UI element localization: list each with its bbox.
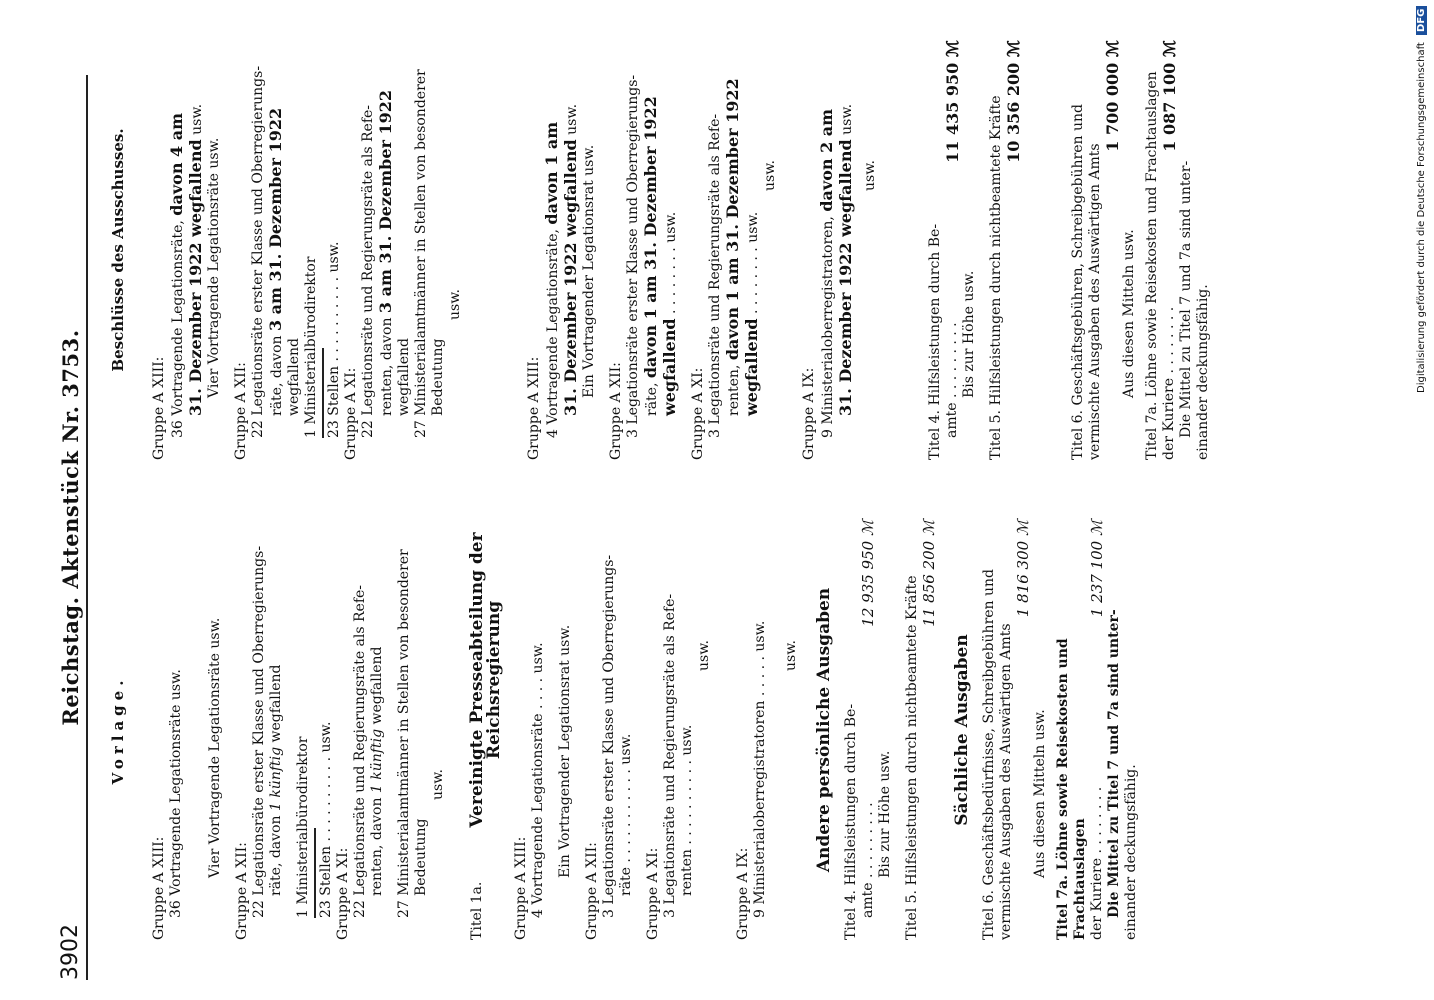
t5-amount: 11 856 200 ℳ <box>920 520 938 627</box>
r-t6-line2: vermischte Ausgaben des Auswärtigen Amts <box>1087 143 1103 460</box>
column-vorlage <box>110 520 1140 940</box>
presse-heading: Vereinigte Presseabteilung der Reichsregierung <box>467 532 504 828</box>
r-t5-amount: 10 356 200 ℳ <box>1004 40 1023 163</box>
t7-amount: 1 237 100 ℳ <box>1088 520 1106 618</box>
mb-line: 1 Ministerialbürodirektor <box>295 736 311 918</box>
t7-line3: Die Mittel zu Titel 7 und 7a sind unter- <box>1106 609 1122 918</box>
r-t7-line3: Die Mittel zu Titel 7 und 7a sind unter- <box>1178 160 1194 438</box>
r-group-a13: Gruppe A XIII: <box>151 356 167 460</box>
p-group-a12: Gruppe A XII: <box>584 842 600 940</box>
r-p-group-a13: Gruppe A XIII: <box>526 356 542 460</box>
a12-line1: 22 Legationsräte erster Klasse und Oberregierungs- <box>251 545 267 918</box>
r-a13-line1: 36 Vortragende Legationsräte, davon 4 am <box>167 112 186 438</box>
r-a12-line2: räte, davon 3 am 31. Dezember 1922 <box>266 107 285 416</box>
r-p-a12-line1: 3 Legationsräte erster Klasse und Oberregierungs- <box>625 74 641 438</box>
r-mb-line: 1 Ministerialbürodirektor <box>303 256 319 438</box>
a11-line2: renten, davon 1 künftig wegfallend <box>369 646 385 896</box>
r-group-a12: Gruppe A XII: <box>233 362 249 460</box>
beschluesse-heading: Beschlüsse des Ausschusses. <box>109 128 127 372</box>
r-p-usw: usw. <box>762 160 778 191</box>
t6-line2: vermischte Ausgaben des Auswärtigen Amts <box>998 623 1014 940</box>
group-a11: Gruppe A XI: <box>335 847 351 940</box>
r-p-a9-line2: 31. Dezember 1922 wegfallend usw. <box>836 103 855 416</box>
page-title: Reichstag. Aktenstück Nr. 3753. <box>58 329 83 726</box>
r-ma-line2: Bedeutung <box>430 338 446 416</box>
r-a11-line3: wegfallend <box>396 338 412 416</box>
group-a13: Gruppe A XIII: <box>151 836 167 940</box>
header-rule <box>86 75 88 980</box>
stellen-line: 23 Stellen . . . . . . . . . . usw. <box>318 721 334 918</box>
t6-line1: Titel 6. Geschäftsbedürfnisse, Schreibgebühren und <box>981 568 997 940</box>
r-t7-row <box>1161 40 1178 460</box>
a12-line2: räte, davon 1 künftig wegfallend <box>268 664 284 896</box>
p-a12-line2: räte . . . . . . . . . . . usw. <box>618 733 634 896</box>
t6-sub: Aus diesen Mitteln usw. <box>1032 709 1048 878</box>
r-a11-line2: renten, davon 3 am 31. Dezember 1922 <box>376 89 395 416</box>
p-a9-line: 9 Ministerialoberregistratoren . . . . . usw. <box>752 620 768 918</box>
r-usw-line: usw. <box>447 289 463 320</box>
sum-rule <box>314 828 316 918</box>
t7-row <box>1089 520 1106 940</box>
r-t7-line2: der Kuriere . . . . . . . . <box>1161 306 1177 460</box>
page-header <box>58 75 98 980</box>
t6-amount: 1 816 300 ℳ <box>1014 520 1032 618</box>
ma-line2: Bedeutung <box>413 818 429 896</box>
r-t4-row <box>944 40 961 460</box>
r-p-a13-sub: Ein Vortragender Legationsrat usw. <box>581 144 597 398</box>
page-number: 3902 <box>58 924 83 980</box>
r-t7-line1: Titel 7a. Löhne sowie Reisekosten und Frachtauslagen <box>1144 71 1160 460</box>
r-p-usw2: usw. <box>862 160 878 191</box>
a11-line1: 22 Legationsräte und Regierungsräte als Refe- <box>352 584 368 918</box>
usw-line: usw. <box>430 769 446 800</box>
r-t4-sub: Bis zur Höhe usw. <box>961 270 977 398</box>
titel-1a: Titel 1a. <box>469 881 485 940</box>
r-p-a11-line3: wegfallend . . . . . . . . usw. <box>742 211 761 416</box>
r-p-group-a11: Gruppe A XI: <box>690 367 706 460</box>
p-group-a11: Gruppe A XI: <box>645 847 661 940</box>
r-p-a13-line2: 31. Dezember 1922 wegfallend usw. <box>561 103 580 416</box>
r-p-group-a12: Gruppe A XII: <box>608 362 624 460</box>
column-beschluesse <box>110 40 1212 460</box>
r-t7-amount: 1 087 100 ℳ <box>1160 40 1179 152</box>
r-t6-line1: Titel 6. Geschäftsgebühren, Schreibgebühren und <box>1070 104 1086 460</box>
andere-heading: Andere persönliche Ausgaben <box>814 587 834 873</box>
r-stellen-line: 23 Stellen . . . . . . . . . . usw. <box>326 241 342 438</box>
t4-row <box>860 520 877 940</box>
r-p-group-a9: Gruppe A IX: <box>801 367 817 460</box>
r-t4-line2: amte . . . . . . . . . <box>944 322 960 438</box>
r-a12-line3: wegfallend <box>286 338 302 416</box>
t7-line2: der Kuriere . . . . . . . . <box>1089 786 1105 940</box>
r-p-a9-line1: 9 Ministerialoberregistratoren, davon 2 am <box>817 108 836 438</box>
r-t4-amount: 11 435 950 ℳ <box>943 40 962 163</box>
p-a11-line2: renten . . . . . . . . . . usw. <box>679 724 695 896</box>
p-usw: usw. <box>696 640 712 671</box>
vorlage-heading: Vorlage. <box>109 675 127 785</box>
saechl-heading: Sächliche Ausgaben <box>952 634 972 826</box>
t4-line2: amte . . . . . . . . . <box>860 802 876 918</box>
t4-line1: Titel 4. Hilfsleistungen durch Be- <box>843 703 859 940</box>
t5-line: Titel 5. Hilfsleistungen durch nichtbeamtete Kräfte <box>904 575 920 940</box>
digitization-note <box>1416 8 1427 393</box>
r-t6-amount: 1 700 000 ℳ <box>1103 40 1122 152</box>
r-t7-line4: einander deckungsfähig. <box>1195 284 1211 460</box>
r-t5-line: Titel 5. Hilfsleistungen durch nichtbeamtete Kräfte <box>988 95 1004 460</box>
r-group-a11: Gruppe A XI: <box>343 367 359 460</box>
p-a13-sub: Ein Vortragender Legationsrat usw. <box>557 624 573 878</box>
p-a13-line: 4 Vortragende Legationsräte . . . . usw. <box>530 642 546 918</box>
dfg-logo: DFG <box>1416 6 1427 35</box>
r-p-a13-line1: 4 Vortragende Legationsräte, davon 1 am <box>542 121 561 438</box>
t7-line1: Titel 7a. Löhne sowie Reisekosten und Frachtauslagen <box>1055 638 1088 940</box>
a13-line: 36 Vortragende Legationsräte usw. <box>168 669 184 918</box>
r-t6-sub: Aus diesen Mitteln usw. <box>1121 229 1137 398</box>
r-p-a12-line2: räte, davon 1 am 31. Dezember 1922 <box>641 96 660 416</box>
r-a13-sub: Vier Vortragende Legationsräte usw. <box>206 137 222 398</box>
r-ma-line1: 27 Ministerialamtmänner in Stellen von besonderer <box>413 69 429 438</box>
r-p-a11-line2: renten, davon 1 am 31. Dezember 1922 <box>723 78 742 416</box>
r-t4-line1: Titel 4. Hilfsleistungen durch Be- <box>927 223 943 460</box>
r-p-a11-line1: 3 Legationsräte und Regierungsräte als Refe- <box>707 113 723 438</box>
digitization-text: Digitalisierung gefördert durch die Deutsche Forschungsgemeinschaft <box>1416 42 1427 393</box>
t7-line4: einander deckungsfähig. <box>1123 764 1139 940</box>
group-a12: Gruppe A XII: <box>234 842 250 940</box>
a13-sub: Vier Vortragende Legationsräte usw. <box>207 617 223 878</box>
t4-amount: 12 935 950 ℳ <box>859 520 877 627</box>
t4-sub: Bis zur Höhe usw. <box>877 750 893 878</box>
r-p-a12-line3: wegfallend . . . . . . . . usw. <box>660 211 679 416</box>
p-usw2: usw. <box>783 640 799 671</box>
p-a11-line1: 3 Legationsräte und Regierungsräte als Refe- <box>662 593 678 918</box>
r-a12-line1: 22 Legationsräte erster Klasse und Oberregierungs- <box>250 65 266 438</box>
r-sum-rule <box>322 348 324 438</box>
ma-line1: 27 Ministerialamtmänner in Stellen von besonderer <box>396 549 412 918</box>
r-a13-line2: 31. Dezember 1922 wegfallend usw. <box>186 103 205 416</box>
p-a12-line1: 3 Legationsräte erster Klasse und Oberregierungs- <box>601 554 617 918</box>
p-group-a13: Gruppe A XIII: <box>513 836 529 940</box>
p-group-a9: Gruppe A IX: <box>735 847 751 940</box>
r-a11-line1: 22 Legationsräte und Regierungsräte als Refe- <box>360 104 376 438</box>
